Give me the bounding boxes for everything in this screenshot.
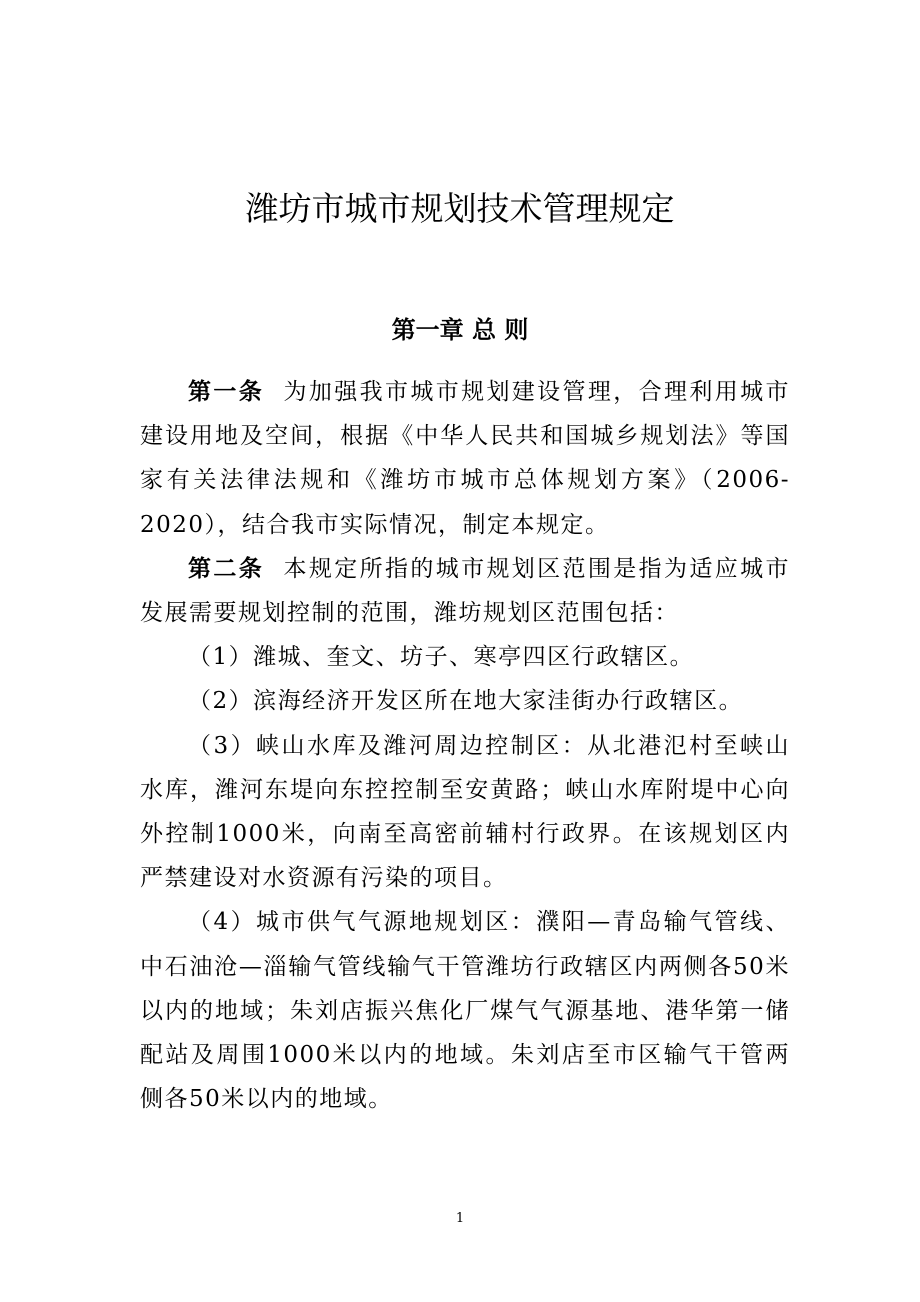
list-item-4: （4）城市供气气源地规划区：濮阳—青岛输气管线、中石油沧—淄输气管线输气干管潍坊行政辖区内两侧各50米以内的地域；朱刘店振兴焦化厂煤气气源基地、港华第一储配站及周围1000米以内的地域。朱刘店至市区输气干管两侧各50米以内的地域。: [140, 909, 790, 1113]
article-2-text: 本规定所指的城市规划区范围是指为适应城市发展需要规划控制的范围，潍坊规划区范围包括：: [140, 555, 791, 627]
chapter-heading: 第一章 总 则: [391, 315, 529, 344]
article-1-text: 为加强我市城市规划建设管理，合理利用城市建设用地及空间，根据《中华人民共和国城乡规划法》等国家有关法律法规和《潍坊市城市总体规划方案》（2006-2020），结合我市实际情况，制定本规定。: [140, 379, 791, 538]
document-title: 潍坊市城市规划技术管理规定: [245, 189, 675, 228]
list-item-1: （1）潍城、奎文、坊子、寒亭四区行政辖区。: [188, 644, 695, 671]
article-2-label: 第二条: [188, 554, 265, 582]
article-2: [140, 547, 790, 635]
article-1-label: 第一条: [188, 378, 265, 405]
document-body: [140, 370, 790, 1121]
page-number: 1: [455, 1211, 465, 1226]
list-item-2: （2）滨海经济开发区所在地大家洼街办行政辖区。: [188, 688, 744, 715]
list-item-3: （3）峡山水库及潍河周边控制区：从北港氾村至峡山水库，潍河东堤向东控控制至安黄路；峡山水库附堤中心向外控制1000米，向南至高密前辅村行政界。在该规划区内严禁建设对水资源有污染的项目。: [140, 732, 790, 892]
article-1: [140, 370, 790, 547]
